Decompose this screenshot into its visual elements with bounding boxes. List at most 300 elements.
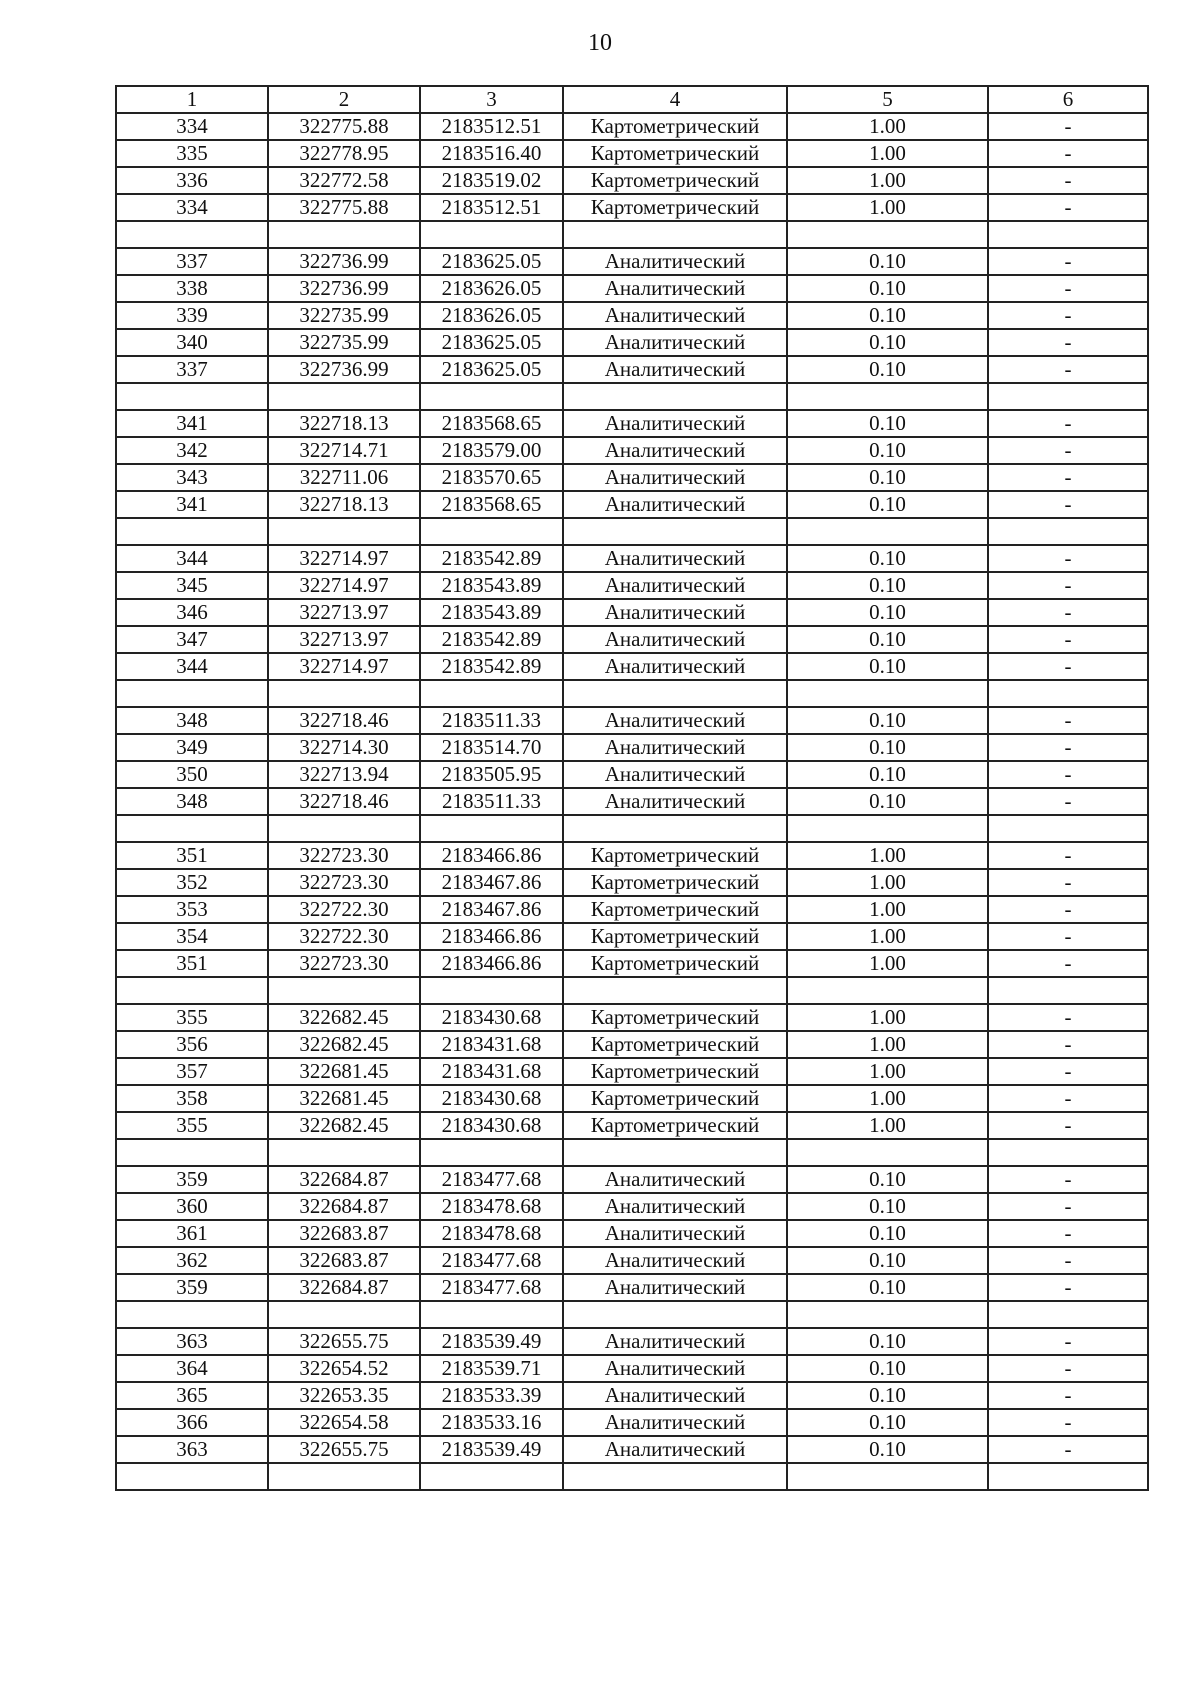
method-cell: Картометрический [563, 923, 787, 950]
point-number-cell: 347 [116, 626, 268, 653]
point-number-cell: 339 [116, 302, 268, 329]
y-coordinate-cell: 2183467.86 [420, 869, 563, 896]
y-coordinate-cell: 2183430.68 [420, 1004, 563, 1031]
column-header-6: 6 [988, 86, 1148, 113]
point-number-cell: 334 [116, 194, 268, 221]
table-body [116, 113, 1148, 1490]
method-cell: Аналитический [563, 275, 787, 302]
x-coordinate-cell: 322713.94 [268, 761, 420, 788]
point-number-cell: 343 [116, 464, 268, 491]
note-cell: - [988, 1382, 1148, 1409]
accuracy-cell: 1.00 [787, 1004, 988, 1031]
method-cell [563, 1463, 787, 1490]
table-row [116, 1409, 1148, 1436]
y-coordinate-cell: 2183512.51 [420, 113, 563, 140]
point-number-cell: 337 [116, 356, 268, 383]
note-cell: - [988, 950, 1148, 977]
y-coordinate-cell: 2183579.00 [420, 437, 563, 464]
accuracy-cell: 1.00 [787, 1112, 988, 1139]
table-row [116, 653, 1148, 680]
y-coordinate-cell [420, 1463, 563, 1490]
table-row [116, 545, 1148, 572]
y-coordinate-cell: 2183568.65 [420, 410, 563, 437]
y-coordinate-cell: 2183512.51 [420, 194, 563, 221]
note-cell: - [988, 1409, 1148, 1436]
table-row [116, 734, 1148, 761]
accuracy-cell: 1.00 [787, 113, 988, 140]
table-row [116, 464, 1148, 491]
x-coordinate-cell: 322778.95 [268, 140, 420, 167]
point-number-cell: 334 [116, 113, 268, 140]
y-coordinate-cell: 2183542.89 [420, 626, 563, 653]
x-coordinate-cell: 322722.30 [268, 923, 420, 950]
accuracy-cell [787, 815, 988, 842]
table-row [116, 437, 1148, 464]
note-cell: - [988, 194, 1148, 221]
table-row [116, 410, 1148, 437]
note-cell: - [988, 1166, 1148, 1193]
table-row [116, 356, 1148, 383]
table-row [116, 113, 1148, 140]
x-coordinate-cell: 322723.30 [268, 842, 420, 869]
method-cell: Аналитический [563, 491, 787, 518]
accuracy-cell: 1.00 [787, 842, 988, 869]
y-coordinate-cell: 2183625.05 [420, 248, 563, 275]
method-cell: Аналитический [563, 761, 787, 788]
accuracy-cell: 0.10 [787, 491, 988, 518]
table-row [116, 248, 1148, 275]
y-coordinate-cell [420, 518, 563, 545]
point-number-cell [116, 221, 268, 248]
point-number-cell: 354 [116, 923, 268, 950]
accuracy-cell [787, 1301, 988, 1328]
accuracy-cell: 0.10 [787, 1382, 988, 1409]
note-cell: - [988, 140, 1148, 167]
note-cell: - [988, 248, 1148, 275]
method-cell [563, 221, 787, 248]
note-cell: - [988, 1031, 1148, 1058]
point-number-cell [116, 1139, 268, 1166]
x-coordinate-cell: 322681.45 [268, 1085, 420, 1112]
table-row [116, 1328, 1148, 1355]
y-coordinate-cell: 2183625.05 [420, 329, 563, 356]
table-row [116, 1193, 1148, 1220]
x-coordinate-cell [268, 1301, 420, 1328]
x-coordinate-cell: 322718.46 [268, 707, 420, 734]
x-coordinate-cell: 322682.45 [268, 1031, 420, 1058]
x-coordinate-cell: 322655.75 [268, 1436, 420, 1463]
coordinates-table [115, 85, 1149, 1491]
x-coordinate-cell: 322714.97 [268, 545, 420, 572]
x-coordinate-cell [268, 1463, 420, 1490]
y-coordinate-cell: 2183477.68 [420, 1247, 563, 1274]
table-row [116, 788, 1148, 815]
accuracy-cell: 0.10 [787, 1247, 988, 1274]
y-coordinate-cell: 2183466.86 [420, 950, 563, 977]
accuracy-cell: 0.10 [787, 1274, 988, 1301]
y-coordinate-cell [420, 977, 563, 1004]
y-coordinate-cell: 2183539.49 [420, 1436, 563, 1463]
table-header-row [116, 86, 1148, 113]
accuracy-cell: 0.10 [787, 329, 988, 356]
accuracy-cell: 1.00 [787, 167, 988, 194]
y-coordinate-cell: 2183543.89 [420, 599, 563, 626]
accuracy-cell [787, 1463, 988, 1490]
point-number-cell: 335 [116, 140, 268, 167]
point-number-cell: 348 [116, 788, 268, 815]
method-cell: Аналитический [563, 653, 787, 680]
accuracy-cell: 0.10 [787, 1328, 988, 1355]
point-number-cell: 350 [116, 761, 268, 788]
method-cell: Аналитический [563, 1247, 787, 1274]
accuracy-cell: 0.10 [787, 1355, 988, 1382]
note-cell [988, 221, 1148, 248]
method-cell: Картометрический [563, 1031, 787, 1058]
y-coordinate-cell: 2183466.86 [420, 842, 563, 869]
method-cell: Картометрический [563, 1004, 787, 1031]
method-cell: Картометрический [563, 1058, 787, 1085]
y-coordinate-cell [420, 1301, 563, 1328]
note-cell [988, 1301, 1148, 1328]
table-row [116, 275, 1148, 302]
x-coordinate-cell: 322736.99 [268, 248, 420, 275]
table-row [116, 1247, 1148, 1274]
table-row [116, 842, 1148, 869]
column-header-3: 3 [420, 86, 563, 113]
point-number-cell: 341 [116, 491, 268, 518]
table-row [116, 680, 1148, 707]
x-coordinate-cell: 322682.45 [268, 1112, 420, 1139]
x-coordinate-cell: 322714.30 [268, 734, 420, 761]
y-coordinate-cell: 2183477.68 [420, 1274, 563, 1301]
point-number-cell [116, 383, 268, 410]
x-coordinate-cell [268, 518, 420, 545]
y-coordinate-cell: 2183533.39 [420, 1382, 563, 1409]
method-cell: Аналитический [563, 437, 787, 464]
note-cell: - [988, 1436, 1148, 1463]
x-coordinate-cell: 322775.88 [268, 194, 420, 221]
method-cell: Картометрический [563, 950, 787, 977]
x-coordinate-cell: 322736.99 [268, 356, 420, 383]
x-coordinate-cell: 322735.99 [268, 329, 420, 356]
table-row [116, 1004, 1148, 1031]
note-cell: - [988, 302, 1148, 329]
column-header-4: 4 [563, 86, 787, 113]
note-cell: - [988, 869, 1148, 896]
method-cell: Картометрический [563, 896, 787, 923]
point-number-cell: 358 [116, 1085, 268, 1112]
accuracy-cell: 0.10 [787, 707, 988, 734]
x-coordinate-cell: 322684.87 [268, 1193, 420, 1220]
note-cell: - [988, 572, 1148, 599]
note-cell: - [988, 707, 1148, 734]
note-cell: - [988, 545, 1148, 572]
x-coordinate-cell [268, 977, 420, 1004]
method-cell: Аналитический [563, 1328, 787, 1355]
note-cell: - [988, 1112, 1148, 1139]
x-coordinate-cell: 322775.88 [268, 113, 420, 140]
y-coordinate-cell: 2183477.68 [420, 1166, 563, 1193]
method-cell [563, 1301, 787, 1328]
note-cell: - [988, 761, 1148, 788]
y-coordinate-cell: 2183478.68 [420, 1193, 563, 1220]
accuracy-cell: 1.00 [787, 896, 988, 923]
column-header-5: 5 [787, 86, 988, 113]
accuracy-cell: 0.10 [787, 1220, 988, 1247]
table-row [116, 1058, 1148, 1085]
y-coordinate-cell [420, 680, 563, 707]
y-coordinate-cell: 2183511.33 [420, 707, 563, 734]
y-coordinate-cell: 2183570.65 [420, 464, 563, 491]
note-cell: - [988, 1247, 1148, 1274]
point-number-cell: 365 [116, 1382, 268, 1409]
note-cell: - [988, 410, 1148, 437]
accuracy-cell: 0.10 [787, 626, 988, 653]
method-cell: Картометрический [563, 140, 787, 167]
table-row [116, 329, 1148, 356]
x-coordinate-cell [268, 1139, 420, 1166]
note-cell [988, 977, 1148, 1004]
method-cell: Аналитический [563, 707, 787, 734]
table-row [116, 302, 1148, 329]
note-cell [988, 680, 1148, 707]
y-coordinate-cell: 2183505.95 [420, 761, 563, 788]
table-row [116, 1139, 1148, 1166]
table-row [116, 815, 1148, 842]
accuracy-cell [787, 383, 988, 410]
point-number-cell [116, 518, 268, 545]
accuracy-cell: 0.10 [787, 734, 988, 761]
point-number-cell: 363 [116, 1436, 268, 1463]
accuracy-cell: 0.10 [787, 437, 988, 464]
y-coordinate-cell: 2183543.89 [420, 572, 563, 599]
note-cell: - [988, 1355, 1148, 1382]
y-coordinate-cell [420, 383, 563, 410]
point-number-cell: 342 [116, 437, 268, 464]
point-number-cell: 359 [116, 1274, 268, 1301]
point-number-cell: 349 [116, 734, 268, 761]
point-number-cell [116, 815, 268, 842]
table-row [116, 1382, 1148, 1409]
table-row [116, 977, 1148, 1004]
point-number-cell [116, 977, 268, 1004]
method-cell: Картометрический [563, 842, 787, 869]
point-number-cell: 348 [116, 707, 268, 734]
method-cell: Аналитический [563, 302, 787, 329]
table-row [116, 923, 1148, 950]
method-cell: Аналитический [563, 572, 787, 599]
method-cell: Аналитический [563, 626, 787, 653]
note-cell: - [988, 1085, 1148, 1112]
accuracy-cell: 0.10 [787, 248, 988, 275]
point-number-cell: 356 [116, 1031, 268, 1058]
accuracy-cell: 0.10 [787, 275, 988, 302]
accuracy-cell [787, 518, 988, 545]
method-cell: Аналитический [563, 1274, 787, 1301]
table-row [116, 1220, 1148, 1247]
note-cell: - [988, 626, 1148, 653]
y-coordinate-cell [420, 1139, 563, 1166]
accuracy-cell: 0.10 [787, 545, 988, 572]
note-cell: - [988, 1220, 1148, 1247]
y-coordinate-cell: 2183467.86 [420, 896, 563, 923]
x-coordinate-cell: 322713.97 [268, 626, 420, 653]
table-row [116, 1031, 1148, 1058]
note-cell: - [988, 1274, 1148, 1301]
point-number-cell: 361 [116, 1220, 268, 1247]
method-cell [563, 815, 787, 842]
note-cell [988, 1139, 1148, 1166]
note-cell: - [988, 734, 1148, 761]
x-coordinate-cell [268, 383, 420, 410]
table-row [116, 383, 1148, 410]
method-cell [563, 518, 787, 545]
note-cell: - [988, 1193, 1148, 1220]
method-cell: Аналитический [563, 464, 787, 491]
table-row [116, 140, 1148, 167]
accuracy-cell: 1.00 [787, 140, 988, 167]
x-coordinate-cell: 322714.97 [268, 653, 420, 680]
note-cell: - [988, 275, 1148, 302]
point-number-cell: 345 [116, 572, 268, 599]
y-coordinate-cell: 2183431.68 [420, 1031, 563, 1058]
accuracy-cell: 0.10 [787, 410, 988, 437]
accuracy-cell: 0.10 [787, 1409, 988, 1436]
accuracy-cell [787, 977, 988, 1004]
accuracy-cell: 1.00 [787, 1085, 988, 1112]
x-coordinate-cell: 322654.52 [268, 1355, 420, 1382]
note-cell: - [988, 113, 1148, 140]
note-cell: - [988, 653, 1148, 680]
x-coordinate-cell: 322713.97 [268, 599, 420, 626]
x-coordinate-cell: 322722.30 [268, 896, 420, 923]
method-cell: Аналитический [563, 1436, 787, 1463]
point-number-cell: 351 [116, 950, 268, 977]
accuracy-cell: 1.00 [787, 1031, 988, 1058]
column-header-1: 1 [116, 86, 268, 113]
table-row [116, 761, 1148, 788]
y-coordinate-cell: 2183466.86 [420, 923, 563, 950]
method-cell: Картометрический [563, 113, 787, 140]
x-coordinate-cell: 322723.30 [268, 869, 420, 896]
point-number-cell: 344 [116, 545, 268, 572]
y-coordinate-cell: 2183626.05 [420, 275, 563, 302]
table-row [116, 1274, 1148, 1301]
point-number-cell: 355 [116, 1112, 268, 1139]
y-coordinate-cell: 2183516.40 [420, 140, 563, 167]
x-coordinate-cell: 322735.99 [268, 302, 420, 329]
note-cell: - [988, 842, 1148, 869]
point-number-cell: 341 [116, 410, 268, 437]
point-number-cell: 364 [116, 1355, 268, 1382]
accuracy-cell: 0.10 [787, 464, 988, 491]
accuracy-cell: 0.10 [787, 302, 988, 329]
method-cell: Аналитический [563, 1355, 787, 1382]
note-cell [988, 518, 1148, 545]
note-cell: - [988, 491, 1148, 518]
accuracy-cell: 1.00 [787, 923, 988, 950]
method-cell: Картометрический [563, 1112, 787, 1139]
note-cell: - [988, 896, 1148, 923]
accuracy-cell: 1.00 [787, 950, 988, 977]
x-coordinate-cell [268, 221, 420, 248]
x-coordinate-cell: 322714.97 [268, 572, 420, 599]
table-row [116, 599, 1148, 626]
accuracy-cell: 0.10 [787, 653, 988, 680]
point-number-cell: 357 [116, 1058, 268, 1085]
method-cell [563, 383, 787, 410]
x-coordinate-cell: 322683.87 [268, 1220, 420, 1247]
note-cell: - [988, 599, 1148, 626]
method-cell: Аналитический [563, 599, 787, 626]
y-coordinate-cell: 2183430.68 [420, 1085, 563, 1112]
method-cell: Аналитический [563, 545, 787, 572]
accuracy-cell: 0.10 [787, 1193, 988, 1220]
x-coordinate-cell: 322711.06 [268, 464, 420, 491]
x-coordinate-cell: 322653.35 [268, 1382, 420, 1409]
method-cell: Аналитический [563, 1382, 787, 1409]
y-coordinate-cell: 2183533.16 [420, 1409, 563, 1436]
point-number-cell: 362 [116, 1247, 268, 1274]
accuracy-cell: 0.10 [787, 599, 988, 626]
x-coordinate-cell: 322683.87 [268, 1247, 420, 1274]
table-row [116, 1112, 1148, 1139]
table-row [116, 1436, 1148, 1463]
y-coordinate-cell: 2183519.02 [420, 167, 563, 194]
accuracy-cell [787, 221, 988, 248]
method-cell: Аналитический [563, 248, 787, 275]
accuracy-cell: 0.10 [787, 356, 988, 383]
note-cell: - [988, 464, 1148, 491]
x-coordinate-cell: 322682.45 [268, 1004, 420, 1031]
x-coordinate-cell: 322736.99 [268, 275, 420, 302]
point-number-cell: 346 [116, 599, 268, 626]
point-number-cell: 352 [116, 869, 268, 896]
point-number-cell: 353 [116, 896, 268, 923]
method-cell: Картометрический [563, 869, 787, 896]
table-row [116, 1355, 1148, 1382]
accuracy-cell: 0.10 [787, 761, 988, 788]
x-coordinate-cell: 322655.75 [268, 1328, 420, 1355]
method-cell: Картометрический [563, 194, 787, 221]
y-coordinate-cell: 2183430.68 [420, 1112, 563, 1139]
method-cell [563, 977, 787, 1004]
method-cell: Аналитический [563, 788, 787, 815]
y-coordinate-cell: 2183625.05 [420, 356, 563, 383]
table-row [116, 626, 1148, 653]
method-cell [563, 680, 787, 707]
table-row [116, 896, 1148, 923]
note-cell [988, 1463, 1148, 1490]
note-cell: - [988, 788, 1148, 815]
table-row [116, 1085, 1148, 1112]
method-cell: Аналитический [563, 1166, 787, 1193]
note-cell: - [988, 356, 1148, 383]
point-number-cell: 351 [116, 842, 268, 869]
point-number-cell: 363 [116, 1328, 268, 1355]
page-number: 10 [588, 30, 612, 56]
note-cell: - [988, 1328, 1148, 1355]
y-coordinate-cell: 2183568.65 [420, 491, 563, 518]
accuracy-cell: 0.10 [787, 1166, 988, 1193]
accuracy-cell [787, 680, 988, 707]
note-cell [988, 815, 1148, 842]
note-cell: - [988, 437, 1148, 464]
note-cell: - [988, 167, 1148, 194]
table-row [116, 1463, 1148, 1490]
column-header-2: 2 [268, 86, 420, 113]
method-cell: Аналитический [563, 1193, 787, 1220]
